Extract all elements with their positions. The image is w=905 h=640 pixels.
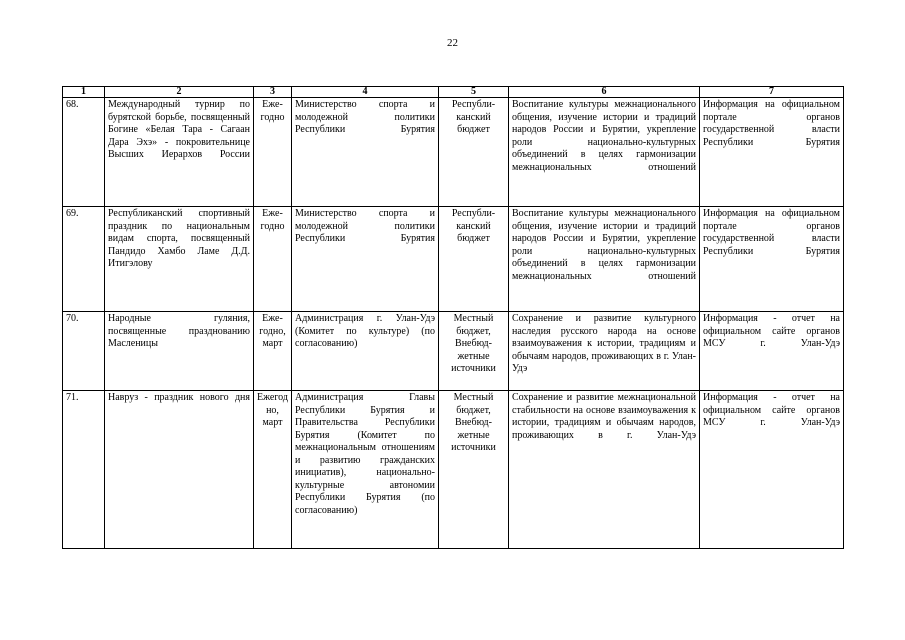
reporting-cell: Информация - отчет на официальном сайте органов МСУ г. Улан-Удэ — [700, 312, 844, 391]
funding-cell: Республи- канский бюджет — [439, 98, 509, 207]
table-row — [63, 391, 844, 549]
table-row — [63, 207, 844, 312]
header-row — [63, 87, 844, 98]
goal-cell: Сохранение и развитие культурного наследия русского народа на основе взаимоуважения к истории, традициям и обычаям народов, проживающих в г. Улан-Удэ — [509, 312, 700, 391]
reporting-cell: Информация на официальном портале органов государственной власти Республики Бурятия — [700, 207, 844, 312]
goal-cell: Воспитание культуры межнационального общения, изучение истории и традиций народов России и Бурятии, укрепление роли национально-культурных объединений в целях гармонизации межнациональных отношений — [509, 207, 700, 312]
row-number: 70. — [63, 312, 105, 391]
period-cell: Еже- годно — [254, 98, 292, 207]
reporting-cell: Информация - отчет на официальном сайте органов МСУ г. Улан-Удэ — [700, 391, 844, 549]
row-number: 68. — [63, 98, 105, 207]
page-number: 22 — [447, 37, 458, 49]
column-header-5: 5 — [439, 87, 509, 98]
row-number: 71. — [63, 391, 105, 549]
table-row — [63, 312, 844, 391]
organizer-cell: Администрация Главы Республики Бурятия и Правительства Республики Бурятия (Комитет по межнациональным отношениям и развитию гражданских инициатив), национально-культурные автономии Республики Бурятия (по согласованию) — [292, 391, 439, 549]
funding-cell: Местный бюджет, Внебюд- жетные источники — [439, 391, 509, 549]
goal-cell: Сохранение и развитие межнациональной стабильности на основе взаимоуважения к истории, традициям и обычаям народов, проживающих в г. Улан-Удэ — [509, 391, 700, 549]
event-name: Республиканский спортивный праздник по национальным видам спорта, посвященный Пандидо Хамбо Ламе Д.Д. Итигэлову — [105, 207, 254, 312]
event-name: Навруз - праздник нового дня — [105, 391, 254, 549]
period-cell: Еже- годно — [254, 207, 292, 312]
reporting-cell: Информация на официальном портале органов государственной власти Республики Бурятия — [700, 98, 844, 207]
event-name: Международный турнир по бурятской борьбе, посвященный Богине «Белая Тара - Сагаан Дара Эхэ» - покровительнице Высших Иерархов России — [105, 98, 254, 207]
organizer-cell: Министерство спорта и молодежной политики Республики Бурятия — [292, 207, 439, 312]
goal-cell: Воспитание культуры межнационального общения, изучение истории и традиций народов России и Бурятии, укрепление роли национально-культурных объединений в целях гармонизации межнациональных отношений — [509, 98, 700, 207]
period-cell: Еже- годно, март — [254, 312, 292, 391]
column-header-4: 4 — [292, 87, 439, 98]
column-header-7: 7 — [700, 87, 844, 98]
column-header-2: 2 — [105, 87, 254, 98]
funding-cell: Местный бюджет, Внебюд- жетные источники — [439, 312, 509, 391]
row-number: 69. — [63, 207, 105, 312]
table-row — [63, 98, 844, 207]
organizer-cell: Администрация г. Улан-Удэ (Комитет по культуре) (по согласованию) — [292, 312, 439, 391]
event-name: Народные гуляния, посвященные празднованию Масленицы — [105, 312, 254, 391]
funding-cell: Республи- канский бюджет — [439, 207, 509, 312]
organizer-cell: Министерство спорта и молодежной политики Республики Бурятия — [292, 98, 439, 207]
measures-table — [62, 86, 844, 549]
period-cell: Ежегод но, март — [254, 391, 292, 549]
column-header-6: 6 — [509, 87, 700, 98]
column-header-1: 1 — [63, 87, 105, 98]
column-header-3: 3 — [254, 87, 292, 98]
